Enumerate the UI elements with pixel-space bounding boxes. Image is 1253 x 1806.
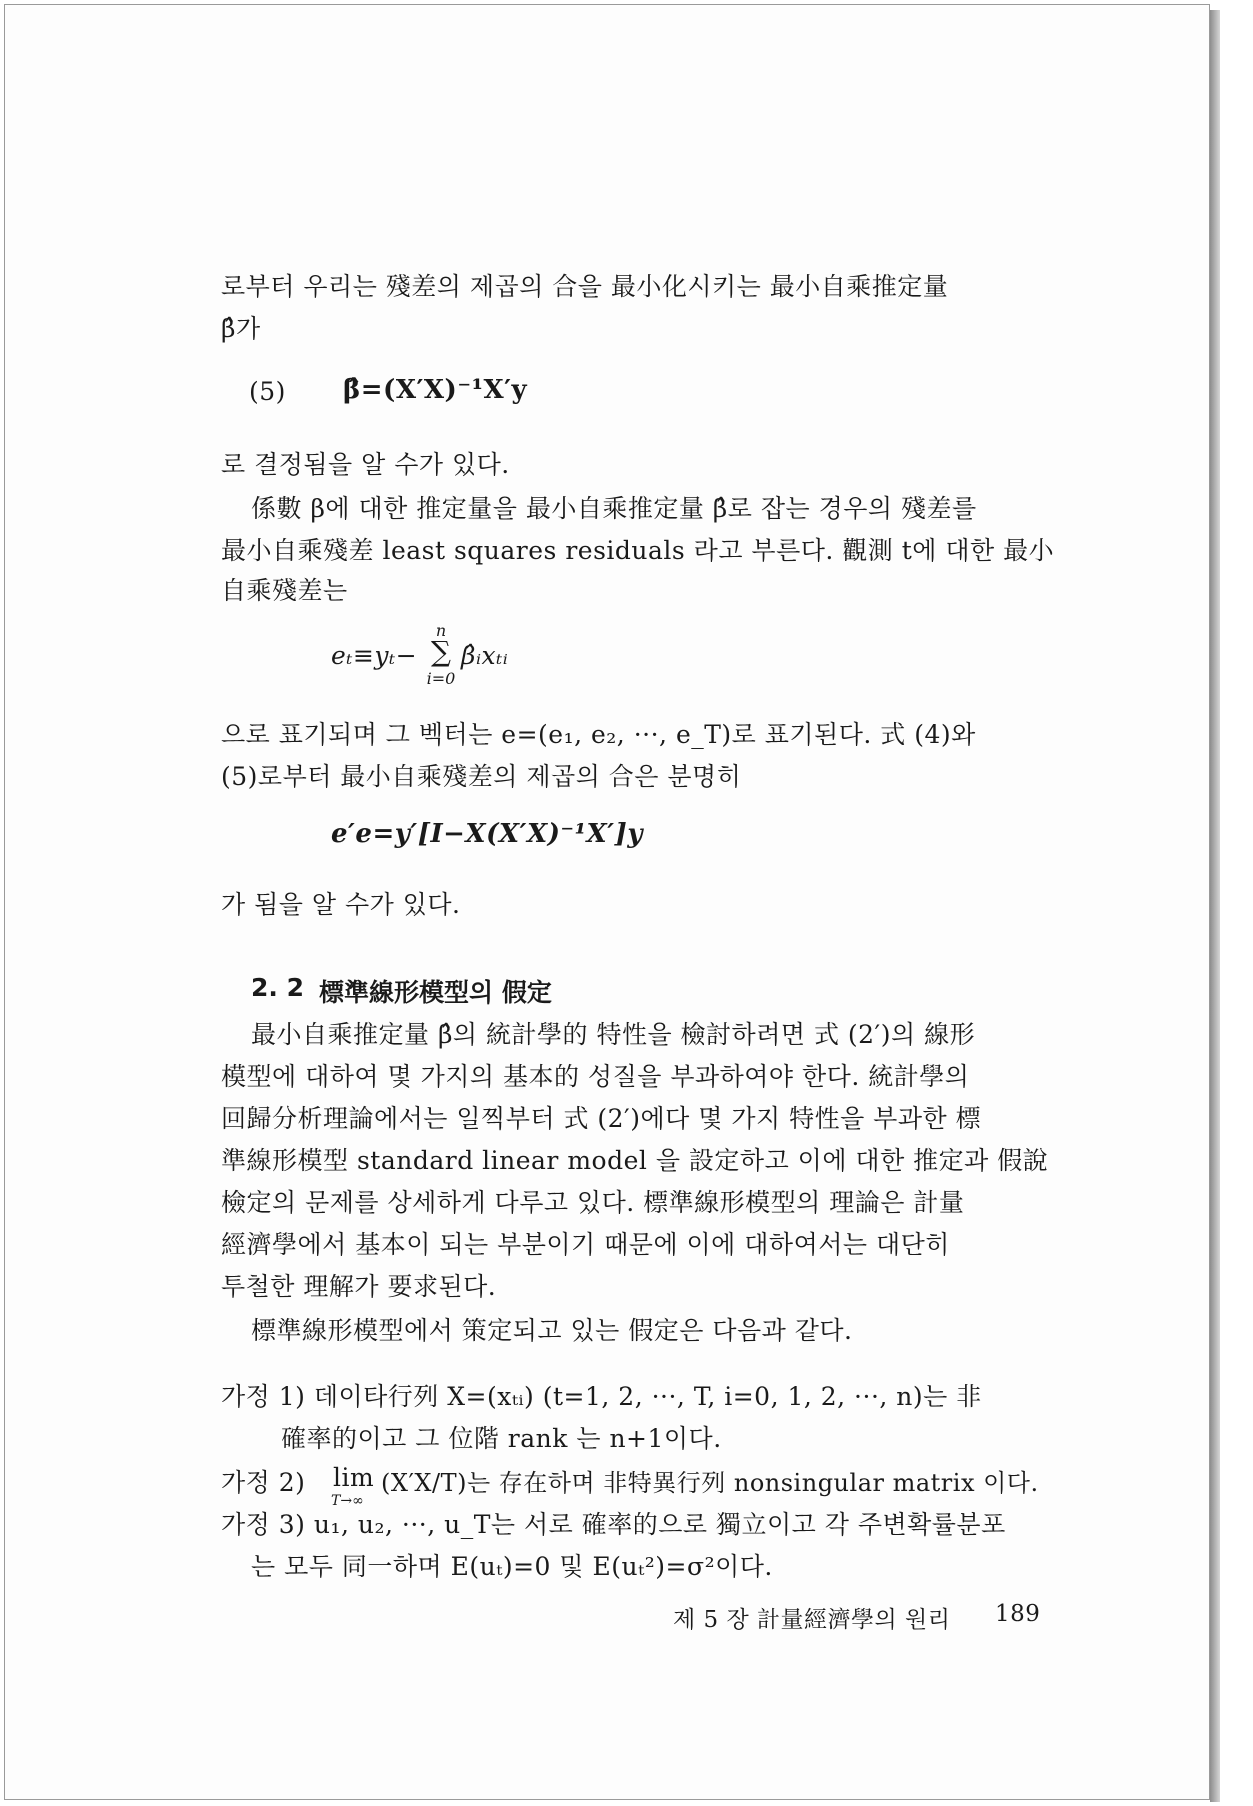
equation-lhs: eₜ≡yₜ− — [331, 641, 418, 670]
paragraph-line: 로부터 우리는 殘差의 제곱의 合을 最小化시키는 最小自乘推定量 — [221, 272, 949, 301]
paragraph-line: 투철한 理解가 要求된다. — [221, 1272, 497, 1301]
limit-subscript: T→∞ — [331, 1493, 364, 1509]
paragraph-line: 檢定의 문제를 상세하게 다루고 있다. 標準線形模型의 理論은 計量 — [221, 1188, 965, 1217]
assumption-2-text: (X′X/T)는 存在하며 非特異行列 nonsingular matrix 이다. — [381, 1469, 1039, 1497]
equation-label: (5) — [249, 377, 286, 406]
paragraph-line: 로 결정됨을 알 수가 있다. — [221, 450, 510, 479]
running-footer: 제 5 장 計量經濟學의 원리 — [673, 1607, 951, 1633]
assumption-1-line: 確率的이고 그 位階 rank 는 n+1이다. — [281, 1424, 722, 1453]
equation-formula: β̂=(X′X)⁻¹X′y — [343, 375, 528, 405]
paragraph-line: 準線形模型 standard linear model 을 設定하고 이에 대한 推定과 假說 — [221, 1146, 1049, 1175]
paragraph-line: 으로 표기되며 그 벡터는 e=(e₁, e₂, ···, e_T)로 표기된다. 式 (4)와 — [221, 720, 976, 749]
equation-formula: e′e=y′[I−X(X′X)⁻¹X′]y — [331, 819, 643, 849]
assumption-2-label: 가정 2) — [221, 1468, 306, 1497]
paragraph-line: 標準線形模型에서 策定되고 있는 假定은 다음과 같다. — [251, 1316, 853, 1345]
paragraph-line: 經濟學에서 基本이 되는 부분이기 때문에 이에 대하여서는 대단히 — [221, 1230, 950, 1259]
section-number: 2. 2 — [251, 973, 304, 1002]
paragraph-line: β̂가 — [221, 314, 261, 343]
limit-operator: lim — [333, 1463, 375, 1492]
paragraph-line: 模型에 대하여 몇 가지의 基本的 성질을 부과하여야 한다. 統計學의 — [221, 1062, 970, 1091]
assumption-3-line: 가정 3) u₁, u₂, ···, u_T는 서로 確率的으로 獨立이고 각 주변확률분포 — [221, 1510, 1006, 1539]
paragraph-line: 最小自乘殘差 least squares residuals 라고 부른다. 觀測 t에 대한 最小 — [221, 536, 1055, 565]
paragraph-line: 가 됨을 알 수가 있다. — [221, 890, 461, 919]
assumption-1-line: 가정 1) 데이타行列 X=(xₜᵢ) (t=1, 2, ···, T, i=0, 1, 2, ···, n)는 非 — [221, 1382, 982, 1411]
paragraph-line: 自乘殘差는 — [221, 576, 348, 605]
paragraph-line: 回歸分析理論에서는 일찍부터 式 (2′)에다 몇 가지 特性을 부과한 標 — [221, 1104, 982, 1133]
sum-upper-limit: n — [435, 621, 447, 640]
equation-rhs: β̂ᵢxₜᵢ — [461, 641, 509, 670]
page-number: 189 — [995, 1601, 1041, 1627]
paragraph-line: 最小自乘推定量 β̂의 統計學的 特性을 檢討하려면 式 (2′)의 線形 — [251, 1020, 976, 1049]
paragraph-line: (5)로부터 最小自乘殘差의 제곱의 合은 분명히 — [221, 762, 742, 791]
document-page — [4, 4, 1210, 1800]
paragraph-line: 係數 β에 대한 推定量을 最小自乘推定量 β̂로 잡는 경우의 殘差를 — [251, 494, 977, 523]
assumption-3-line: 는 모두 同一하며 E(uₜ)=0 및 E(uₜ²)=σ²이다. — [251, 1552, 773, 1581]
sum-symbol: ∑ — [431, 635, 451, 668]
sum-lower-limit: i=0 — [426, 669, 456, 688]
section-title: 標準線形模型의 假定 — [319, 978, 552, 1007]
page-edge-shadow — [1210, 10, 1220, 1802]
